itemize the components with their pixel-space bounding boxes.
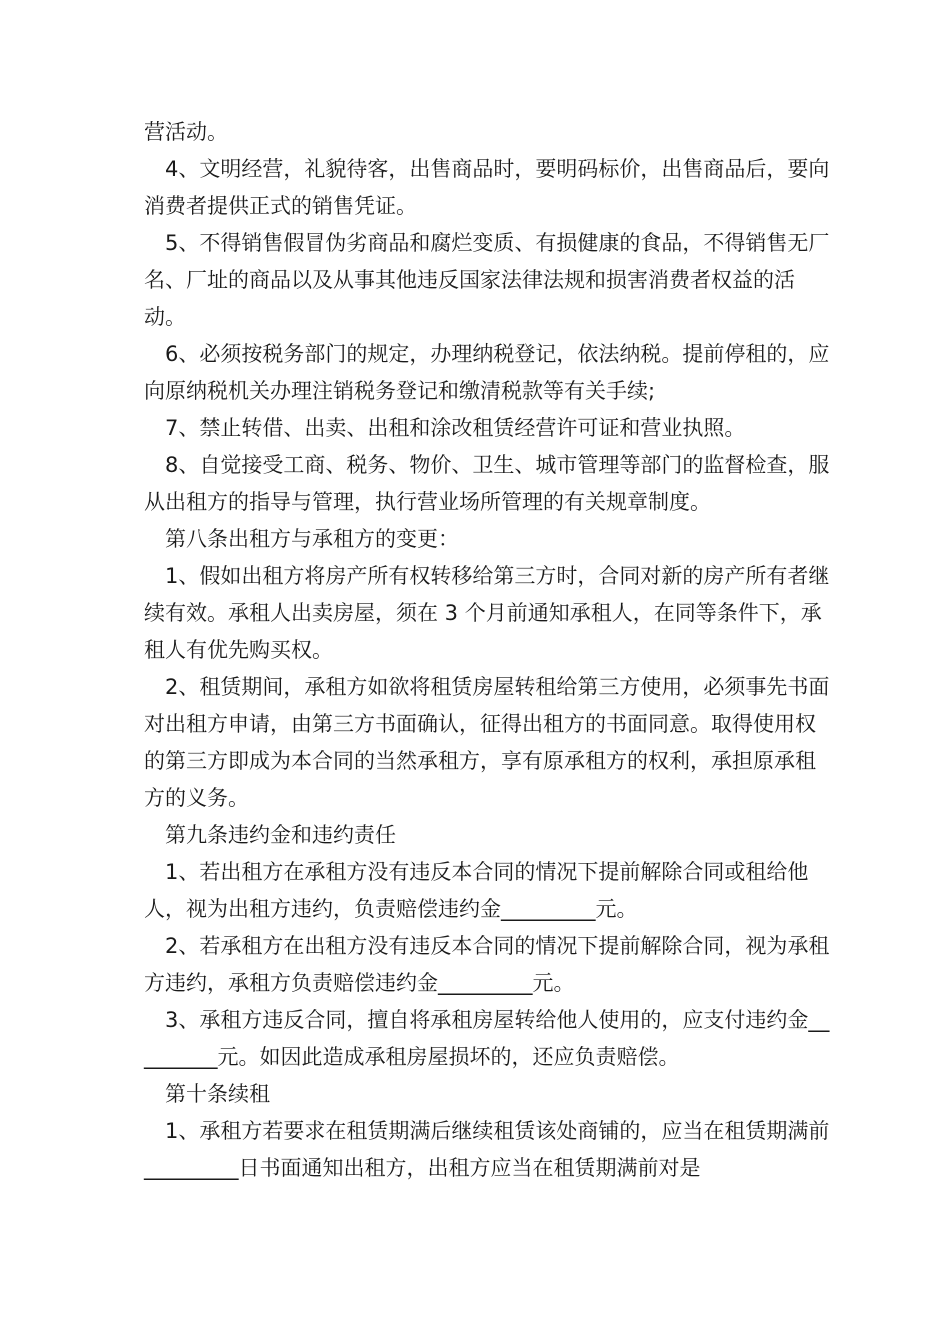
paragraph: 4、文明经营，礼貌待客，出售商品时，要明码标价，出售商品后，要向消费者提供正式的销售凭证。 — [144, 157, 830, 218]
paragraph: 6、必须按税务部门的规定，办理纳税登记，依法纳税。提前停租的，应向原纳税机关办理注销税务登记和缴清税款等有关手续; — [144, 342, 830, 403]
section-heading: 第九条违约金和违约责任 — [165, 823, 396, 847]
paragraph: 2、若承租方在出租方没有违反本合同的情况下提前解除合同，视为承租方违约，承租方负责赔偿违约金_________元。 — [144, 934, 830, 995]
document-body — [144, 114, 834, 1187]
paragraph: 1、若出租方在承租方没有违反本合同的情况下提前解除合同或租给他人，视为出租方违约，负责赔偿违约金_________元。 — [144, 860, 809, 921]
paragraph: 5、不得销售假冒伪劣商品和腐烂变质、有损健康的食品，不得销售无厂名、厂址的商品以及从事其他违反国家法律法规和损害消费者权益的活动。 — [144, 231, 830, 329]
paragraph: 1、承租方若要求在租赁期满后继续租赁该处商铺的，应当在租赁期满前_________日书面通知出租方，出租方应当在租赁期满前对是 — [144, 1119, 830, 1180]
paragraph: 2、租赁期间，承租方如欲将租赁房屋转租给第三方使用，必须事先书面对出租方申请，由第三方书面确认，征得出租方的书面同意。取得使用权的第三方即成为本合同的当然承租方，享有原承租方的权利，承担原承租方的义务。 — [144, 675, 830, 810]
paragraph: 7、禁止转借、出卖、出租和涂改租赁经营许可证和营业执照。 — [165, 416, 746, 440]
section-heading: 第十条续租 — [165, 1082, 270, 1106]
paragraph: 3、承租方违反合同，擅自将承租房屋转给他人使用的，应支付违约金_________元。如因此造成承租房屋损坏的，还应负责赔偿。 — [144, 1008, 830, 1069]
section-heading: 第八条出租方与承租方的变更： — [165, 527, 459, 551]
paragraph: 1、假如出租方将房产所有权转移给第三方时，合同对新的房产所有者继续有效。承租人出卖房屋，须在 3 个月前通知承租人，在同等条件下，承租人有优先购买权。 — [144, 564, 830, 662]
paragraph: 营活动。 — [144, 120, 228, 144]
paragraph: 8、自觉接受工商、税务、物价、卫生、城市管理等部门的监督检查，服从出租方的指导与管理，执行营业场所管理的有关规章制度。 — [144, 453, 830, 514]
